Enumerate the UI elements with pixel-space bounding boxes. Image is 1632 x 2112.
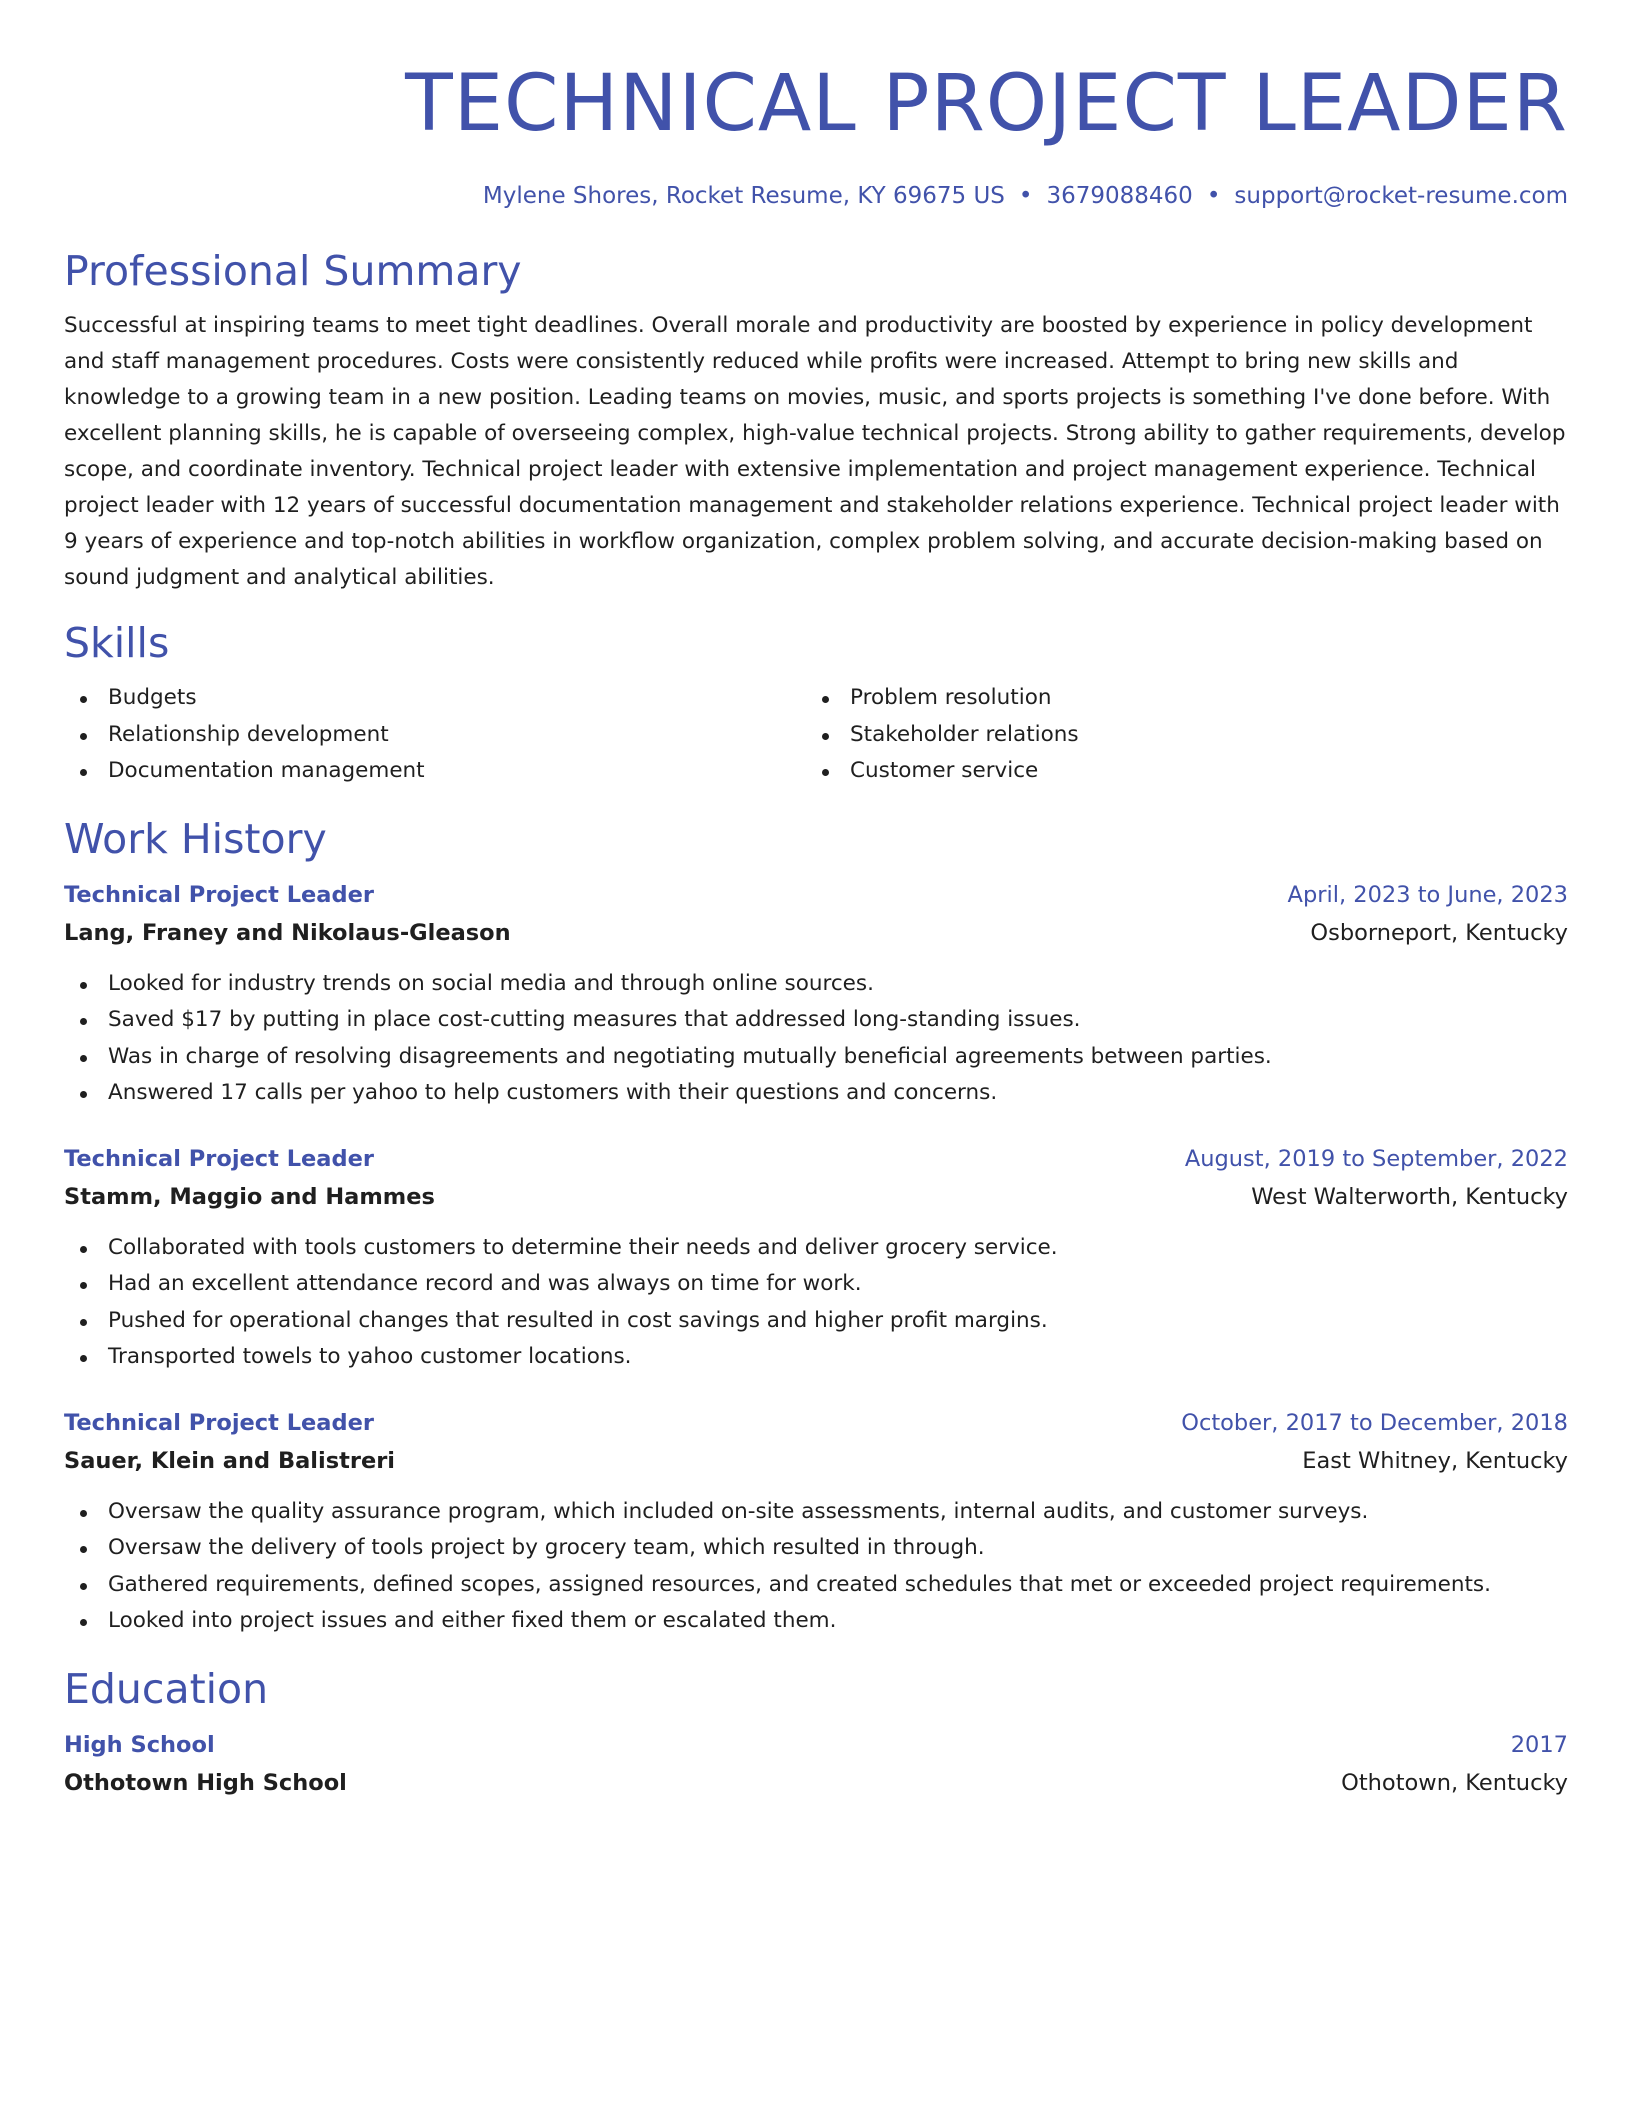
job-title: Technical Project Leader: [64, 881, 374, 908]
job-dates: October, 2017 to December, 2018: [1181, 1409, 1568, 1436]
job-dates: April, 2023 to June, 2023: [1287, 881, 1568, 908]
education-year: 2017: [1510, 1731, 1568, 1758]
summary-section: [64, 244, 1568, 596]
job-bullet: Answered 17 calls per yahoo to help customers with their questions and concerns.: [64, 1075, 1568, 1112]
skill-item: Relationship development: [64, 717, 806, 754]
job-company: Stamm, Maggio and Hammes: [64, 1183, 435, 1210]
job-title-row: [64, 1404, 1568, 1442]
education-school: Othotown High School: [64, 1769, 347, 1796]
education-section: [64, 1662, 1568, 1802]
summary-heading: Professional Summary: [64, 247, 522, 295]
job-bullet: Pushed for operational changes that resulted in cost savings and higher profit margins.: [64, 1303, 1568, 1340]
job-entry: [64, 1140, 1568, 1376]
resume-page: [64, 0, 1568, 1802]
education-degree: High School: [64, 1731, 215, 1758]
skills-heading: Skills: [64, 619, 170, 667]
contact-separator: •: [1206, 183, 1221, 209]
contact-email[interactable]: support@rocket-resume.com: [1234, 183, 1568, 209]
job-company: Sauer, Klein and Balistreri: [64, 1447, 396, 1474]
education-degree-row: [64, 1726, 1568, 1764]
job-company-row: [64, 1442, 1568, 1480]
job-title: Technical Project Leader: [64, 1145, 374, 1172]
job-bullet: Transported towels to yahoo customer locations.: [64, 1339, 1568, 1376]
job-location: Osborneport, Kentucky: [1310, 919, 1568, 946]
contact-separator: •: [1018, 183, 1033, 209]
job-title-row: [64, 1140, 1568, 1178]
contact-phone: 3679088460: [1046, 183, 1193, 209]
job-entry: [64, 876, 1568, 1112]
job-location: West Walterworth, Kentucky: [1251, 1183, 1568, 1210]
skill-item: Budgets: [64, 680, 806, 717]
job-dates: August, 2019 to September, 2022: [1184, 1145, 1568, 1172]
job-bullet: Had an excellent attendance record and was always on time for work.: [64, 1266, 1568, 1303]
skills-column-right: [806, 680, 1548, 790]
contact-address: Mylene Shores, Rocket Resume, KY 69675 US: [482, 183, 1005, 209]
skills-grid: [64, 680, 1568, 790]
job-company-row: [64, 1178, 1568, 1216]
resume-header: [64, 56, 1568, 212]
skill-item: Stakeholder relations: [806, 717, 1548, 754]
education-location: Othotown, Kentucky: [1341, 1769, 1568, 1796]
job-title: Technical Project Leader: [64, 1409, 374, 1436]
job-bullet: Oversaw the delivery of tools project by grocery team, which resulted in through.: [64, 1530, 1568, 1567]
education-heading: Education: [64, 1664, 269, 1713]
work-history-section: [64, 812, 1568, 1640]
contact-line: [64, 180, 1568, 212]
skills-column-left: [64, 680, 806, 790]
job-bullet: Oversaw the quality assurance program, which included on-site assessments, internal audits, and customer surveys.: [64, 1494, 1568, 1531]
education-school-row: [64, 1764, 1568, 1802]
job-bullet: Collaborated with tools customers to determine their needs and deliver grocery service.: [64, 1230, 1568, 1267]
job-title-row: [64, 876, 1568, 914]
job-company: Lang, Franey and Nikolaus-Gleason: [64, 919, 511, 946]
job-bullets: [64, 1494, 1568, 1640]
resume-title: TECHNICAL PROJECT LEADER: [405, 59, 1568, 149]
job-company-row: [64, 914, 1568, 952]
skill-item: Problem resolution: [806, 680, 1548, 717]
job-bullet: Was in charge of resolving disagreements and negotiating mutually beneficial agreements between parties.: [64, 1039, 1568, 1076]
job-location: East Whitney, Kentucky: [1302, 1447, 1568, 1474]
job-bullets: [64, 966, 1568, 1112]
job-bullet: Looked into project issues and either fixed them or escalated them.: [64, 1603, 1568, 1640]
skill-item: Documentation management: [64, 753, 806, 790]
summary-text: Successful at inspiring teams to meet tight deadlines. Overall morale and productivity are boosted by experience in policy development and staff management procedures. Costs were consistently reduced while profits were increased. Attempt to bring new skills and knowledge to a growing team in a new position. Leading teams on movies, music, and sports projects is something I've done before. With excellent planning skills, he is capable of overseeing complex, high-value technical projects. Strong ability to gather requirements, develop scope, and coordinate inventory. Technical project leader with extensive implementation and project management experience. Technical project leader with 12 years of successful documentation management and stakeholder relations experience. Technical project leader with 9 years of experience and top-notch abilities in workflow organization, complex problem solving, and accurate decision-making based on sound judgment and analytical abilities.: [64, 313, 1566, 590]
job-bullet: Gathered requirements, defined scopes, assigned resources, and created schedules that met or exceeded project requirements.: [64, 1567, 1568, 1604]
job-entry: [64, 1404, 1568, 1640]
job-bullet: Looked for industry trends on social media and through online sources.: [64, 966, 1568, 1003]
work-history-heading: Work History: [64, 814, 327, 863]
education-entry: [64, 1726, 1568, 1802]
job-bullet: Saved $17 by putting in place cost-cutting measures that addressed long-standing issues.: [64, 1002, 1568, 1039]
skill-item: Customer service: [806, 753, 1548, 790]
skills-section: [64, 616, 1568, 790]
job-bullets: [64, 1230, 1568, 1376]
